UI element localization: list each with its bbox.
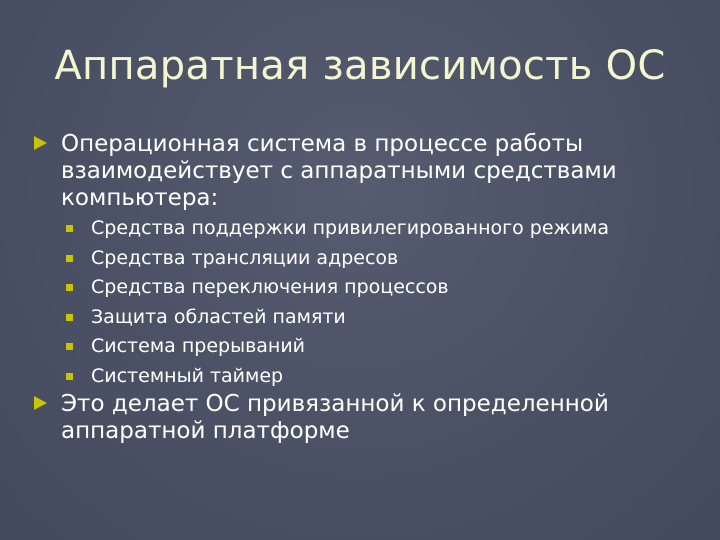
bullet-text: Операционная система в процессе работы взаимодействует с аппаратными средствами компьютера: — [61, 131, 617, 211]
sub-bullet-list — [88, 214, 688, 391]
list-item — [88, 244, 688, 274]
slide-title: Аппаратная зависимость ОС — [54, 43, 666, 89]
list-item — [88, 303, 688, 333]
square-bullet-icon — [66, 314, 73, 321]
list-item-text: Средства переключения процессов — [91, 276, 449, 298]
right-pointer-icon — [34, 396, 47, 410]
bullet-item-2 — [34, 391, 694, 445]
list-item — [88, 214, 688, 244]
bullet-text: Это делает ОС привязанной к определенной аппаратной платформе — [61, 391, 609, 444]
bullet-item-1 — [34, 131, 694, 212]
square-bullet-icon — [66, 343, 73, 350]
square-bullet-icon — [66, 225, 73, 232]
right-pointer-icon — [34, 136, 47, 150]
square-bullet-icon — [66, 284, 73, 291]
square-bullet-icon — [66, 373, 73, 380]
list-item — [88, 332, 688, 362]
square-bullet-icon — [66, 255, 73, 262]
list-item-text: Средства трансляции адресов — [91, 246, 399, 269]
list-item-text: Системный таймер — [91, 364, 284, 387]
list-item-text: Защита областей памяти — [91, 305, 346, 328]
list-item — [88, 273, 688, 303]
list-item — [88, 362, 688, 392]
list-item-text: Средства поддержки привилегированного режима — [91, 217, 609, 239]
list-item-text: Система прерываний — [91, 335, 306, 357]
